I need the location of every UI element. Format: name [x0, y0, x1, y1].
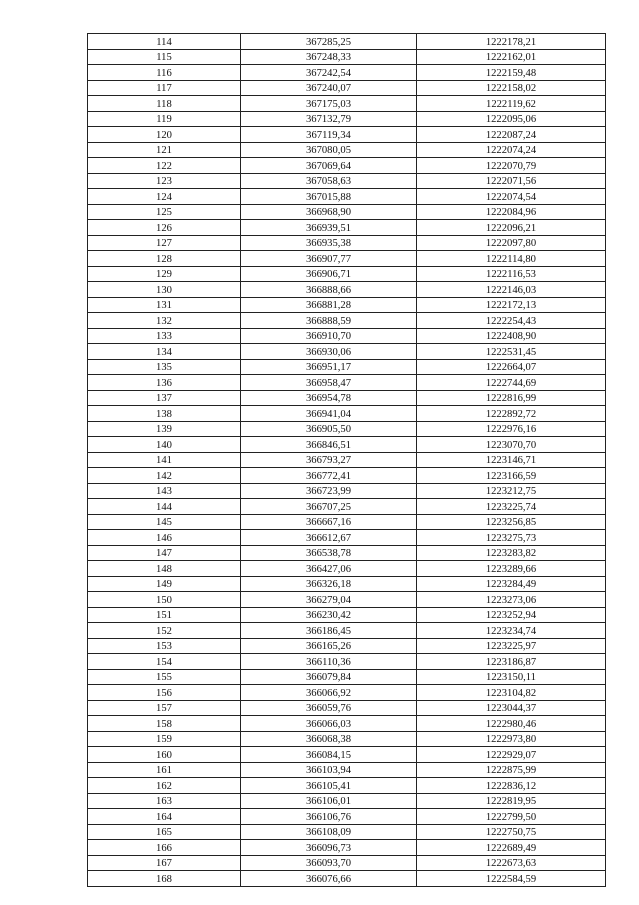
- y-coordinate-cell: 1222531,45: [417, 344, 606, 360]
- table-row: [88, 251, 606, 267]
- table-row: [88, 762, 606, 778]
- x-coordinate-cell: 366905,50: [241, 421, 417, 437]
- table-row: [88, 204, 606, 220]
- point-number-cell: 134: [88, 344, 241, 360]
- y-coordinate-cell: 1222254,43: [417, 313, 606, 329]
- point-number-cell: 153: [88, 638, 241, 654]
- point-number-cell: 155: [88, 669, 241, 685]
- x-coordinate-cell: 366951,17: [241, 359, 417, 375]
- point-number-cell: 158: [88, 716, 241, 732]
- x-coordinate-cell: 366907,77: [241, 251, 417, 267]
- x-coordinate-cell: 367119,34: [241, 127, 417, 143]
- point-number-cell: 143: [88, 483, 241, 499]
- x-coordinate-cell: 366958,47: [241, 375, 417, 391]
- point-number-cell: 121: [88, 142, 241, 158]
- point-number-cell: 135: [88, 359, 241, 375]
- table-row: [88, 871, 606, 887]
- table-row: [88, 840, 606, 856]
- table-row: [88, 809, 606, 825]
- point-number-cell: 162: [88, 778, 241, 794]
- y-coordinate-cell: 1222097,80: [417, 235, 606, 251]
- x-coordinate-cell: 366279,04: [241, 592, 417, 608]
- x-coordinate-cell: 366723,99: [241, 483, 417, 499]
- table-row: [88, 344, 606, 360]
- y-coordinate-cell: 1222159,48: [417, 65, 606, 81]
- table-row: [88, 545, 606, 561]
- x-coordinate-cell: 366066,92: [241, 685, 417, 701]
- x-coordinate-cell: 366084,15: [241, 747, 417, 763]
- x-coordinate-cell: 366888,59: [241, 313, 417, 329]
- y-coordinate-cell: 1222689,49: [417, 840, 606, 856]
- y-coordinate-cell: 1222799,50: [417, 809, 606, 825]
- x-coordinate-cell: 366108,09: [241, 824, 417, 840]
- point-number-cell: 128: [88, 251, 241, 267]
- point-number-cell: 152: [88, 623, 241, 639]
- y-coordinate-cell: 1223044,37: [417, 700, 606, 716]
- point-number-cell: 120: [88, 127, 241, 143]
- point-number-cell: 149: [88, 576, 241, 592]
- y-coordinate-cell: 1222070,79: [417, 158, 606, 174]
- table-row: [88, 824, 606, 840]
- y-coordinate-cell: 1223234,74: [417, 623, 606, 639]
- table-row: [88, 173, 606, 189]
- y-coordinate-cell: 1222146,03: [417, 282, 606, 298]
- coordinates-table-body: [88, 34, 606, 887]
- y-coordinate-cell: 1222114,80: [417, 251, 606, 267]
- point-number-cell: 136: [88, 375, 241, 391]
- point-number-cell: 132: [88, 313, 241, 329]
- point-number-cell: 164: [88, 809, 241, 825]
- table-row: [88, 778, 606, 794]
- table-row: [88, 793, 606, 809]
- x-coordinate-cell: 366538,78: [241, 545, 417, 561]
- x-coordinate-cell: 367132,79: [241, 111, 417, 127]
- table-row: [88, 220, 606, 236]
- point-number-cell: 147: [88, 545, 241, 561]
- table-row: [88, 96, 606, 112]
- y-coordinate-cell: 1223225,97: [417, 638, 606, 654]
- y-coordinate-cell: 1222976,16: [417, 421, 606, 437]
- x-coordinate-cell: 366612,67: [241, 530, 417, 546]
- y-coordinate-cell: 1223104,82: [417, 685, 606, 701]
- y-coordinate-cell: 1222673,63: [417, 855, 606, 871]
- point-number-cell: 133: [88, 328, 241, 344]
- x-coordinate-cell: 366910,70: [241, 328, 417, 344]
- point-number-cell: 154: [88, 654, 241, 670]
- table-row: [88, 452, 606, 468]
- x-coordinate-cell: 366906,71: [241, 266, 417, 282]
- table-row: [88, 282, 606, 298]
- x-coordinate-cell: 366230,42: [241, 607, 417, 623]
- table-row: [88, 111, 606, 127]
- x-coordinate-cell: 367015,88: [241, 189, 417, 205]
- x-coordinate-cell: 366772,41: [241, 468, 417, 484]
- x-coordinate-cell: 366079,84: [241, 669, 417, 685]
- y-coordinate-cell: 1222664,07: [417, 359, 606, 375]
- y-coordinate-cell: 1222178,21: [417, 34, 606, 50]
- table-row: [88, 669, 606, 685]
- x-coordinate-cell: 366103,94: [241, 762, 417, 778]
- x-coordinate-cell: 367285,25: [241, 34, 417, 50]
- table-row: [88, 34, 606, 50]
- table-row: [88, 235, 606, 251]
- point-number-cell: 157: [88, 700, 241, 716]
- point-number-cell: 165: [88, 824, 241, 840]
- table-row: [88, 747, 606, 763]
- point-number-cell: 144: [88, 499, 241, 515]
- point-number-cell: 124: [88, 189, 241, 205]
- point-number-cell: 151: [88, 607, 241, 623]
- table-row: [88, 623, 606, 639]
- table-row: [88, 638, 606, 654]
- point-number-cell: 117: [88, 80, 241, 96]
- y-coordinate-cell: 1222875,99: [417, 762, 606, 778]
- x-coordinate-cell: 367242,54: [241, 65, 417, 81]
- point-number-cell: 118: [88, 96, 241, 112]
- point-number-cell: 137: [88, 390, 241, 406]
- y-coordinate-cell: 1223225,74: [417, 499, 606, 515]
- table-row: [88, 313, 606, 329]
- table-row: [88, 49, 606, 65]
- y-coordinate-cell: 1222836,12: [417, 778, 606, 794]
- point-number-cell: 129: [88, 266, 241, 282]
- x-coordinate-cell: 367175,03: [241, 96, 417, 112]
- table-row: [88, 80, 606, 96]
- x-coordinate-cell: 366707,25: [241, 499, 417, 515]
- table-row: [88, 158, 606, 174]
- table-row: [88, 406, 606, 422]
- y-coordinate-cell: 1223212,75: [417, 483, 606, 499]
- x-coordinate-cell: 367058,63: [241, 173, 417, 189]
- point-number-cell: 166: [88, 840, 241, 856]
- y-coordinate-cell: 1223289,66: [417, 561, 606, 577]
- x-coordinate-cell: 366667,16: [241, 514, 417, 530]
- point-number-cell: 145: [88, 514, 241, 530]
- y-coordinate-cell: 1222929,07: [417, 747, 606, 763]
- y-coordinate-cell: 1222087,24: [417, 127, 606, 143]
- point-number-cell: 163: [88, 793, 241, 809]
- x-coordinate-cell: 366846,51: [241, 437, 417, 453]
- point-number-cell: 156: [88, 685, 241, 701]
- y-coordinate-cell: 1223186,87: [417, 654, 606, 670]
- table-row: [88, 654, 606, 670]
- point-number-cell: 139: [88, 421, 241, 437]
- y-coordinate-cell: 1222172,13: [417, 297, 606, 313]
- y-coordinate-cell: 1222095,06: [417, 111, 606, 127]
- x-coordinate-cell: 366106,01: [241, 793, 417, 809]
- table-row: [88, 530, 606, 546]
- y-coordinate-cell: 1223275,73: [417, 530, 606, 546]
- y-coordinate-cell: 1223273,06: [417, 592, 606, 608]
- table-row: [88, 607, 606, 623]
- point-number-cell: 161: [88, 762, 241, 778]
- x-coordinate-cell: 366110,36: [241, 654, 417, 670]
- y-coordinate-cell: 1222074,54: [417, 189, 606, 205]
- x-coordinate-cell: 366881,28: [241, 297, 417, 313]
- x-coordinate-cell: 366930,06: [241, 344, 417, 360]
- table-row: [88, 437, 606, 453]
- x-coordinate-cell: 366935,38: [241, 235, 417, 251]
- point-number-cell: 141: [88, 452, 241, 468]
- x-coordinate-cell: 366093,70: [241, 855, 417, 871]
- point-number-cell: 116: [88, 65, 241, 81]
- table-row: [88, 65, 606, 81]
- table-row: [88, 266, 606, 282]
- y-coordinate-cell: 1222816,99: [417, 390, 606, 406]
- x-coordinate-cell: 367080,05: [241, 142, 417, 158]
- y-coordinate-cell: 1223166,59: [417, 468, 606, 484]
- table-row: [88, 716, 606, 732]
- point-number-cell: 131: [88, 297, 241, 313]
- point-number-cell: 160: [88, 747, 241, 763]
- y-coordinate-cell: 1222158,02: [417, 80, 606, 96]
- x-coordinate-cell: 366068,38: [241, 731, 417, 747]
- point-number-cell: 159: [88, 731, 241, 747]
- point-number-cell: 168: [88, 871, 241, 887]
- x-coordinate-cell: 366939,51: [241, 220, 417, 236]
- x-coordinate-cell: 366066,03: [241, 716, 417, 732]
- x-coordinate-cell: 366954,78: [241, 390, 417, 406]
- table-row: [88, 576, 606, 592]
- table-row: [88, 514, 606, 530]
- y-coordinate-cell: 1222096,21: [417, 220, 606, 236]
- x-coordinate-cell: 367069,64: [241, 158, 417, 174]
- x-coordinate-cell: 366186,45: [241, 623, 417, 639]
- y-coordinate-cell: 1223284,49: [417, 576, 606, 592]
- point-number-cell: 114: [88, 34, 241, 50]
- y-coordinate-cell: 1222750,75: [417, 824, 606, 840]
- coordinates-table: [87, 33, 606, 887]
- point-number-cell: 138: [88, 406, 241, 422]
- point-number-cell: 148: [88, 561, 241, 577]
- point-number-cell: 119: [88, 111, 241, 127]
- y-coordinate-cell: 1222980,46: [417, 716, 606, 732]
- table-row: [88, 700, 606, 716]
- table-row: [88, 390, 606, 406]
- table-row: [88, 189, 606, 205]
- y-coordinate-cell: 1222892,72: [417, 406, 606, 422]
- y-coordinate-cell: 1222584,59: [417, 871, 606, 887]
- x-coordinate-cell: 366165,26: [241, 638, 417, 654]
- point-number-cell: 142: [88, 468, 241, 484]
- y-coordinate-cell: 1223256,85: [417, 514, 606, 530]
- x-coordinate-cell: 366793,27: [241, 452, 417, 468]
- table-row: [88, 499, 606, 515]
- y-coordinate-cell: 1222819,95: [417, 793, 606, 809]
- point-number-cell: 140: [88, 437, 241, 453]
- x-coordinate-cell: 366941,04: [241, 406, 417, 422]
- x-coordinate-cell: 366968,90: [241, 204, 417, 220]
- table-row: [88, 592, 606, 608]
- y-coordinate-cell: 1223252,94: [417, 607, 606, 623]
- table-row: [88, 127, 606, 143]
- x-coordinate-cell: 366326,18: [241, 576, 417, 592]
- y-coordinate-cell: 1222119,62: [417, 96, 606, 112]
- table-row: [88, 375, 606, 391]
- x-coordinate-cell: 366096,73: [241, 840, 417, 856]
- point-number-cell: 122: [88, 158, 241, 174]
- table-row: [88, 328, 606, 344]
- table-row: [88, 483, 606, 499]
- table-row: [88, 468, 606, 484]
- table-row: [88, 359, 606, 375]
- y-coordinate-cell: 1222162,01: [417, 49, 606, 65]
- y-coordinate-cell: 1222744,69: [417, 375, 606, 391]
- table-row: [88, 561, 606, 577]
- x-coordinate-cell: 367248,33: [241, 49, 417, 65]
- table-row: [88, 731, 606, 747]
- x-coordinate-cell: 366888,66: [241, 282, 417, 298]
- x-coordinate-cell: 366105,41: [241, 778, 417, 794]
- y-coordinate-cell: 1222116,53: [417, 266, 606, 282]
- y-coordinate-cell: 1223070,70: [417, 437, 606, 453]
- y-coordinate-cell: 1222973,80: [417, 731, 606, 747]
- x-coordinate-cell: 366076,66: [241, 871, 417, 887]
- table-row: [88, 421, 606, 437]
- x-coordinate-cell: 366106,76: [241, 809, 417, 825]
- y-coordinate-cell: 1223146,71: [417, 452, 606, 468]
- point-number-cell: 146: [88, 530, 241, 546]
- x-coordinate-cell: 366427,06: [241, 561, 417, 577]
- point-number-cell: 125: [88, 204, 241, 220]
- y-coordinate-cell: 1223283,82: [417, 545, 606, 561]
- point-number-cell: 167: [88, 855, 241, 871]
- y-coordinate-cell: 1222074,24: [417, 142, 606, 158]
- table-row: [88, 297, 606, 313]
- point-number-cell: 126: [88, 220, 241, 236]
- table-row: [88, 685, 606, 701]
- y-coordinate-cell: 1222071,56: [417, 173, 606, 189]
- x-coordinate-cell: 366059,76: [241, 700, 417, 716]
- table-row: [88, 855, 606, 871]
- point-number-cell: 123: [88, 173, 241, 189]
- point-number-cell: 150: [88, 592, 241, 608]
- y-coordinate-cell: 1222408,90: [417, 328, 606, 344]
- y-coordinate-cell: 1222084,96: [417, 204, 606, 220]
- point-number-cell: 127: [88, 235, 241, 251]
- point-number-cell: 130: [88, 282, 241, 298]
- point-number-cell: 115: [88, 49, 241, 65]
- y-coordinate-cell: 1223150,11: [417, 669, 606, 685]
- x-coordinate-cell: 367240,07: [241, 80, 417, 96]
- table-row: [88, 142, 606, 158]
